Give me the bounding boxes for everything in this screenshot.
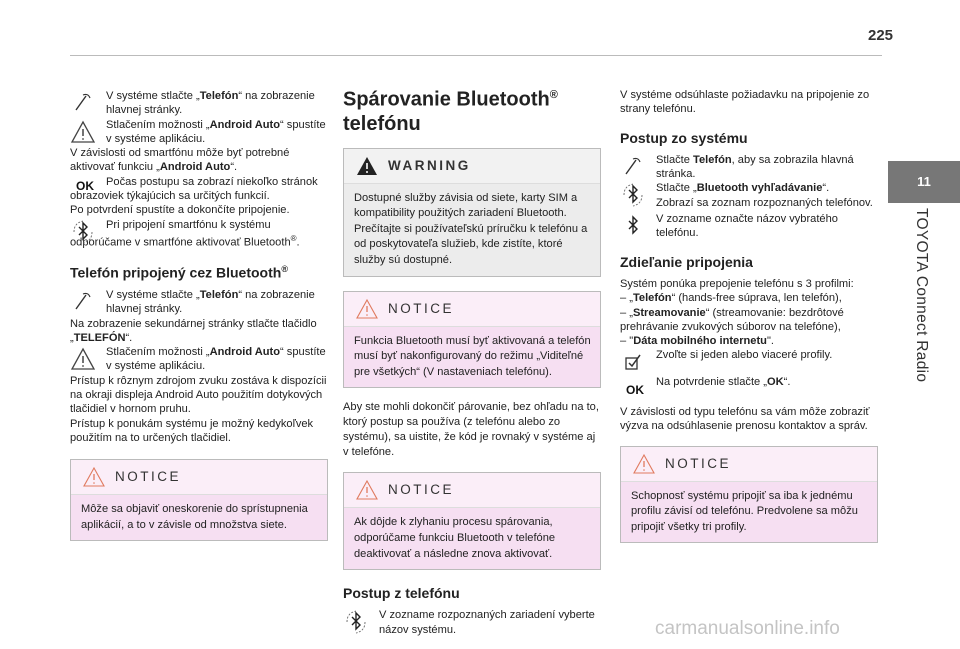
notice-box: [70, 459, 328, 541]
step-bluetooth: [70, 218, 328, 250]
paragraph: V systéme odsúhlaste požiadavku na pripojenie zo strany telefónu.: [620, 89, 870, 116]
section-heading: Postup zo systému: [620, 129, 748, 146]
warning-label: WARNING: [388, 157, 471, 173]
paragraph: Stlačením možnosti „Android Auto“ spustíte v systéme aplikáciu.: [106, 118, 326, 145]
step-select-phone: [620, 212, 878, 241]
column-right: [620, 88, 878, 551]
paragraph: Aby ste mohli dokončiť párovanie, bez ohľadu na to, ktorý postup sa používa (z telefónu alebo zo systému), sa uistite, že kód je rovnaký v systéme aj v telefóne.: [343, 401, 599, 459]
page-title: Spárovanie Bluetooth® telefónu: [343, 88, 558, 135]
bluetooth-icon: [620, 213, 646, 239]
notice-label: NOTICE: [388, 482, 455, 498]
paragraph: Stlačte „Bluetooth vyhľadávanie“.: [656, 182, 830, 195]
step-press-phone: [70, 89, 328, 118]
notice-triangle-icon: [633, 454, 655, 478]
tap-icon: [620, 154, 646, 180]
notice-box: [343, 291, 601, 389]
side-title: [910, 208, 932, 398]
tap-icon: [70, 289, 96, 315]
checkbox-edit-icon: [620, 349, 646, 375]
paragraph: Stlačením možnosti „Android Auto“ spustíte v systéme aplikáciu.: [106, 346, 326, 373]
bluetooth-icon: [343, 609, 369, 635]
list-item: – "Dáta mobilného internetu".: [620, 335, 774, 348]
notice-box: [620, 446, 878, 544]
paragraph: V zozname označte názov vybratého telefónu.: [656, 213, 838, 240]
notice-triangle-icon: [83, 467, 105, 491]
paragraph: Prístup k rôznym zdrojom zvuku zostáva k dispozícii na okraji displeja Android Auto použitím dotykových tlačidiel v hornom pruhu.: [70, 374, 327, 416]
notice-box: [343, 472, 601, 570]
section-heading: Postup z telefónu: [343, 585, 460, 602]
notice-label: NOTICE: [665, 455, 732, 471]
warning-triangle-icon: [70, 119, 96, 145]
notice-label: NOTICE: [388, 300, 455, 316]
chapter-tab: 11: [888, 161, 960, 203]
paragraph: Zvoľte si jeden alebo viaceré profily.: [656, 349, 833, 362]
paragraph: Počas postupu sa zobrazí niekoľko stránok obrazoviek týkajúcich sa určitých funkcií.: [70, 175, 318, 203]
ok-icon: OK: [76, 178, 94, 193]
step-press-phone: [620, 153, 878, 182]
list-item: – „Streamovanie“ (streamovanie: bezdrôtové prehrávanie zvukových súborov na telefóne),: [620, 306, 844, 333]
notice-triangle-icon: [356, 299, 378, 323]
ok-icon: OK: [626, 382, 644, 397]
step-confirm-ok: [620, 375, 878, 397]
notice-text: Ak dôjde k zlyhaniu procesu spárovania, odporúčame funkciu Bluetooth v telefóne deaktivovať a následne znova aktivovať.: [344, 508, 600, 569]
watermark: carmanualsonline.info: [655, 618, 840, 639]
paragraph: Zobrazí sa zoznam rozpoznaných telefónov.: [656, 196, 873, 209]
list-item: – „Telefón“ (hands-free súprava, len telefón),: [620, 292, 842, 305]
page-number: 225: [868, 27, 894, 44]
paragraph: V systéme stlačte „Telefón“ na zobrazenie hlavnej stránky.: [106, 90, 315, 117]
step-press-phone-2: [70, 288, 328, 317]
section-heading: Telefón pripojený cez Bluetooth®: [70, 263, 288, 281]
warning-triangle-icon: [70, 346, 96, 372]
notice-label: NOTICE: [115, 469, 182, 485]
paragraph: Systém ponúka prepojenie telefónu s 3 profilmi:: [620, 277, 854, 290]
paragraph: V závislosti od typu telefónu sa vám môže zobraziť výzva na odsúhlasenie prenosu kontaktov a správ.: [620, 406, 870, 433]
step-ok: [70, 175, 328, 204]
paragraph: Na potvrdenie stlačte „OK“.: [656, 375, 791, 388]
paragraph: Stlačte Telefón, aby sa zobrazila hlavná stránka.: [656, 153, 854, 181]
notice-text: Môže sa objaviť oneskorenie do sprístupnenia aplikácií, a to v závisle od množstva siete.: [71, 495, 327, 540]
header-rule: [70, 55, 882, 56]
side-title-text: TOYOTA Connect Radio: [913, 208, 930, 383]
section-heading: Zdieľanie pripojenia: [620, 253, 753, 270]
warning-triangle-icon: [356, 156, 378, 180]
notice-text: Funkcia Bluetooth musí byť aktivovaná a telefón musí byť nakonfigurovaný do režimu „Viditeľné pre všetkých“ (V nastaveniach telefónu).: [344, 327, 600, 388]
notice-triangle-icon: [356, 480, 378, 504]
paragraph: V závislosti od smartfónu môže byť potrebné aktivovať funkciu „Android Auto“.: [70, 147, 290, 174]
notice-text: Schopnosť systému pripojiť sa iba k jednému profilu závisí od telefónu. Predvolene sa môžu pripojiť všetky tri profily.: [621, 482, 877, 543]
paragraph: V zozname rozpoznaných zariadení vyberte názov systému.: [379, 609, 595, 636]
step-bluetooth-search: [620, 181, 878, 210]
paragraph: Pri pripojení smartfónu k systému odporúčame v smartfóne aktivovať Bluetooth®.: [70, 218, 300, 249]
step-android-auto-2: [70, 345, 328, 374]
paragraph: Prístup k ponukám systému je možný kedykoľvek použitím na to určených tlačidiel.: [70, 417, 314, 444]
column-middle: [343, 83, 601, 637]
step-select-system: [343, 608, 601, 637]
tap-icon: [70, 90, 96, 116]
paragraph: Po potvrdení spustíte a dokončíte pripojenie.: [70, 204, 290, 217]
warning-text: Dostupné služby závisia od siete, karty SIM a kompatibility použitých zariadení Bluetooth. Prečítajte si používateľskú príručku k telefónu a od poskytovateľa služieb, kde zistíte, ktoré služby sú dostupné.: [344, 184, 600, 276]
paragraph: V systéme stlačte „Telefón“ na zobrazenie hlavnej stránky.: [106, 288, 315, 316]
bluetooth-icon: [620, 182, 646, 208]
warning-box: [343, 148, 601, 277]
paragraph: Na zobrazenie sekundárnej stránky stlačte tlačidlo „TELEFÓN“.: [70, 317, 317, 344]
column-left: [70, 89, 328, 549]
step-android-auto: [70, 118, 328, 147]
step-select-profiles: [620, 348, 878, 362]
bluetooth-icon: [70, 219, 96, 245]
